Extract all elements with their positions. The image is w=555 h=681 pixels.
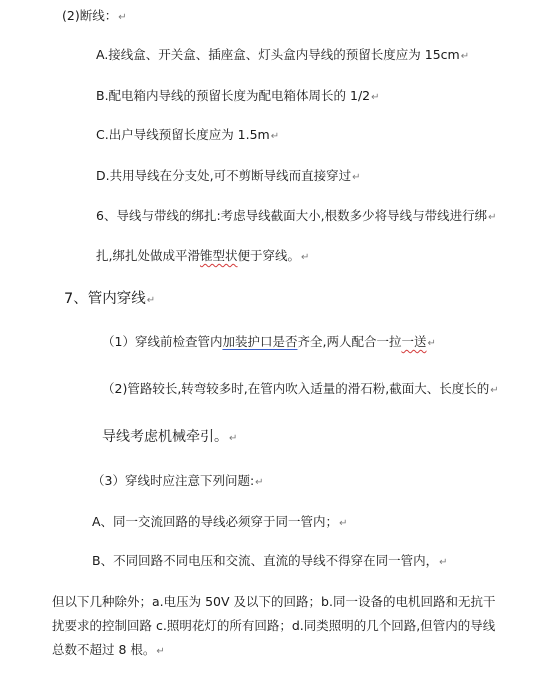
exception-line-1: 但以下几种除外；a.电压为 50V 及以下的回路；b.同一设备的电机回路和无抗干 — [52, 594, 496, 609]
paragraph-mark-icon: ↵ — [371, 92, 380, 103]
paragraph-mark-icon: ↵ — [229, 433, 238, 444]
subsection-label: (2)断线：↵ — [62, 8, 127, 23]
list-item: A.接线盒、开关盒、插座盒、灯头盒内导线的预留长度应为 15cm↵ — [96, 47, 470, 62]
paragraph-mark-icon: ↵ — [427, 338, 436, 349]
list-item: C.出户导线预留长度应为 1.5m↵ — [96, 127, 280, 142]
paragraph-mark-icon: ↵ — [352, 172, 361, 183]
paragraph-mark-icon: ↵ — [460, 51, 470, 62]
paragraph-mark-icon: ↵ — [255, 477, 264, 488]
paragraph-mark-icon: ↵ — [118, 12, 127, 23]
section-7-heading: 7、管内穿线↵ — [64, 291, 156, 307]
exception-line-2: 扰要求的控制回路 c.照明花灯的所有回路；d.同类照明的几个回路,但管内的导线 — [52, 618, 496, 633]
paragraph-mark-icon: ↵ — [156, 646, 165, 657]
section-6-line-1: 6、导线与带线的绑扎:考虑导线截面大小,根数多少将导线与带线进行绑↵ — [96, 208, 497, 223]
list-item: A、同一交流回路的导线必须穿于同一管内；↵ — [92, 514, 348, 529]
paragraph-mark-icon: ↵ — [490, 385, 499, 396]
list-item: （3）穿线时应注意下列问题:↵ — [92, 473, 264, 488]
paragraph-mark-icon: ↵ — [146, 295, 156, 306]
list-item-continuation: 导线考虑机械牵引。↵ — [102, 429, 238, 445]
exception-line-3: 总数不超过 8 根。↵ — [52, 642, 165, 657]
paragraph-mark-icon: ↵ — [339, 518, 348, 529]
spellcheck-underline: 一送 — [401, 334, 427, 349]
grammar-underline: 加装护口是否 — [222, 334, 298, 349]
paragraph-mark-icon: ↵ — [439, 557, 448, 568]
list-item: （2)管路较长,转弯较多时,在管内吹入适量的滑石粉,截面大、长度长的↵ — [102, 381, 499, 396]
list-item: B.配电箱内导线的预留长度为配电箱体周长的 1/2↵ — [96, 88, 380, 103]
list-item: （1）穿线前检查管内加装护口是否齐全,两人配合一拉一送↵ — [102, 334, 436, 349]
list-item: D.共用导线在分支处,可不剪断导线而直接穿过↵ — [96, 168, 361, 183]
section-6-line-2: 扎,绑扎处做成平滑锥型状便于穿线。↵ — [96, 248, 310, 263]
paragraph-mark-icon: ↵ — [270, 131, 280, 142]
paragraph-mark-icon: ↵ — [488, 212, 497, 223]
spellcheck-underline: 锥型状 — [199, 248, 238, 263]
list-item: B、不同回路不同电压和交流、直流的导线不得穿在同一管内，↵ — [92, 553, 448, 568]
paragraph-mark-icon: ↵ — [301, 252, 310, 263]
